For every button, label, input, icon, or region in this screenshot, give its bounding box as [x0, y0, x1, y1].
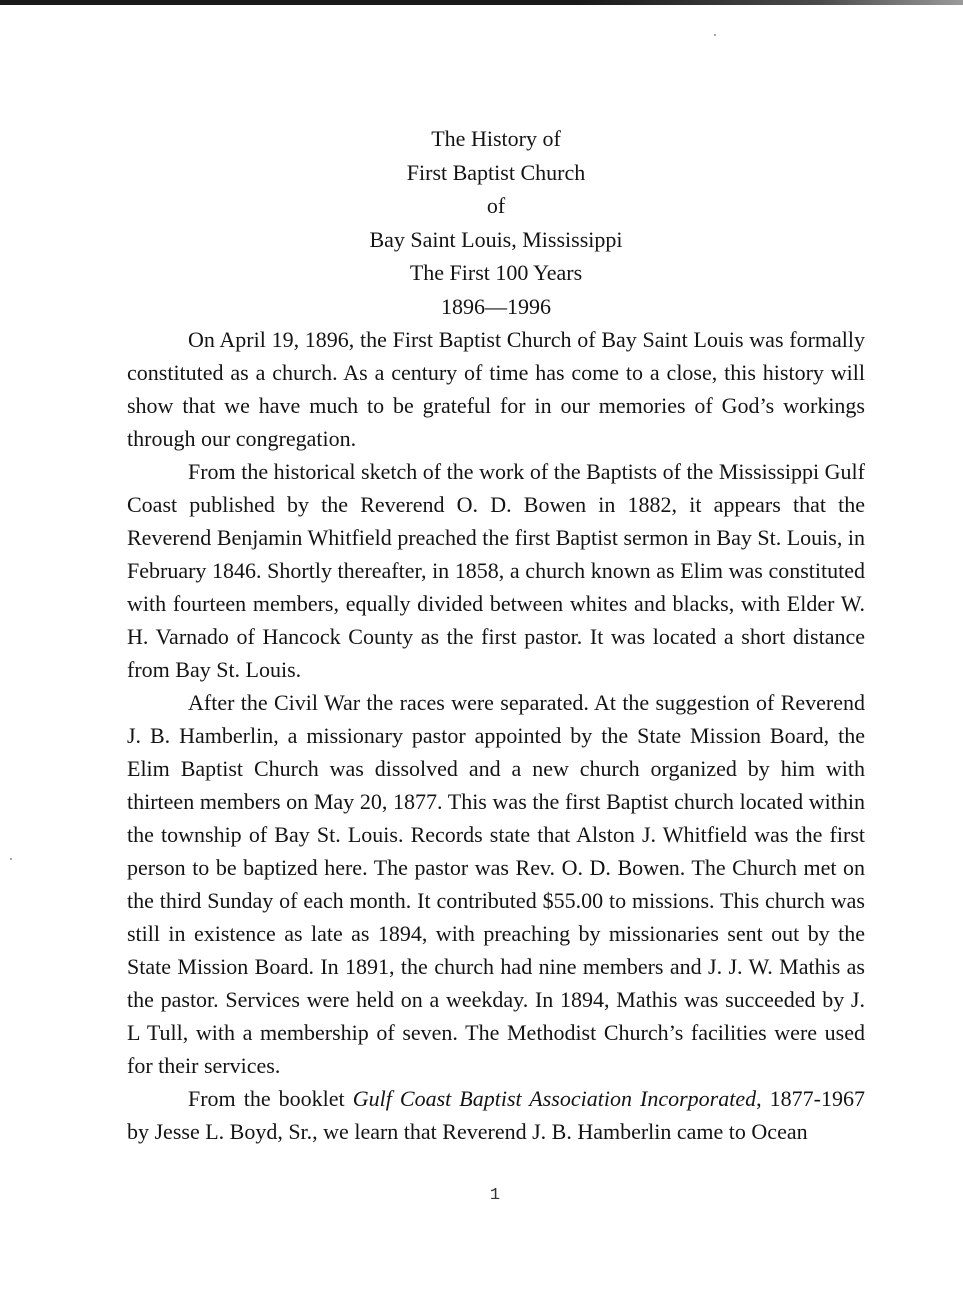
- paragraph-booklet: [127, 1082, 865, 1148]
- paragraph-historical-sketch: From the historical sketch of the work of the Baptists of the Mississippi Gulf Coast published by the Reverend O. D. Bowen in 1882, it appears that the Reverend Benjamin Whitfield preached the first Baptist sermon in Bay St. Louis, in February 1846. Shortly thereafter, in 1858, a church known as Elim was constituted with fourteen members, equally divided between whites and blacks, with Elder W. H. Varnado of Hancock County as the first pastor. It was located a short distance from Bay St. Louis.: [127, 459, 865, 682]
- title-line: Bay Saint Louis, Mississippi: [369, 226, 623, 252]
- scan-speck: [714, 34, 716, 36]
- document-body: [127, 122, 865, 1148]
- scan-speck: [10, 858, 12, 860]
- booklet-title: Gulf Coast Baptist Association Incorporated: [352, 1086, 757, 1111]
- document-title: [127, 122, 865, 323]
- title-line: 1896—1996: [441, 293, 551, 319]
- paragraph-booklet-lead: From the booklet: [188, 1086, 353, 1111]
- paragraph-founding: On April 19, 1896, the First Baptist Church of Bay Saint Louis was formally constituted as a church. As a century of time has come to a close, this history will show that we have much to be grateful for in our memories of God’s workings through our congregation.: [127, 327, 865, 451]
- title-line: of: [486, 193, 506, 218]
- page-number: 1: [489, 1186, 501, 1205]
- title-line: First Baptist Church: [406, 159, 586, 185]
- scan-top-edge: [0, 0, 963, 5]
- paragraph-booklet-rest: , 1877-1967 by Jesse L. Boyd, Sr., we learn that Reverend J. B. Hamberlin came to Ocean: [127, 1086, 865, 1144]
- paragraph-civil-war: After the Civil War the races were separated. At the suggestion of Reverend J. B. Hamberlin, a missionary pastor appointed by the State Mission Board, the Elim Baptist Church was dissolved and a new church organized by him with thirteen members on May 20, 1877. This was the first Baptist church located within the township of Bay St. Louis. Records state that Alston J. Whitfield was the first person to be baptized here. The pastor was Rev. O. D. Bowen. The Church met on the third Sunday of each month. It contributed $55.00 to missions. This church was still in existence as late as 1894, with preaching by missionaries sent out by the State Mission Board. In 1891, the church had nine members and J. J. W. Mathis as the pastor. Services were held on a weekday. In 1894, Mathis was succeeded by J. L Tull, with a membership of seven. The Methodist Church’s facilities were used for their services.: [127, 690, 865, 1078]
- title-line: The First 100 Years: [409, 260, 583, 285]
- title-line: The History of: [431, 126, 561, 151]
